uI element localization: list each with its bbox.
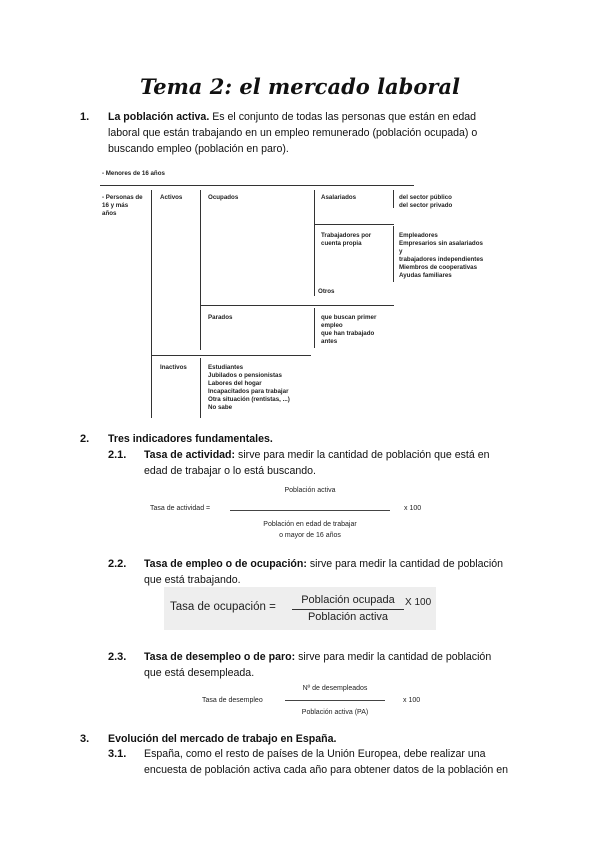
section-1-line3: buscando empleo (población en paro). (108, 143, 289, 155)
diagram-inactivos: Inactivos (160, 364, 187, 371)
population-diagram (98, 168, 528, 418)
formula-2-numerator: Población ocupada (301, 594, 395, 606)
diagram-parados: Parados (208, 314, 233, 321)
formula-2-denominator: Población activa (307, 611, 389, 623)
formula-1-bar (230, 510, 390, 511)
section-1-text (108, 109, 538, 157)
diagram-vline-5 (393, 226, 394, 282)
item-2-3-number: 2.3. (108, 651, 127, 663)
formula-3-multiplier: x 100 (403, 697, 421, 704)
diagram-parados-items: que buscan primer empleo que han trabajado antes (321, 314, 377, 345)
page-title: Tema 2: el mercado laboral (139, 74, 460, 99)
diagram-vline-6 (314, 308, 315, 348)
diagram-vline-2 (200, 190, 201, 350)
item-2-2-text: Tasa de empleo o de ocupación: sirve para medir la cantidad de población que está trabajando. (144, 558, 503, 586)
section-3-heading: Evolución del mercado de trabajo en España. (108, 733, 337, 745)
section-1-number: 1. (80, 111, 90, 123)
item-2-3-text: Tasa de desempleo o de paro: sirve para medir la cantidad de población que está desempleada. (144, 651, 492, 679)
diagram-vline-1 (151, 190, 152, 418)
item-3-1-number: 3.1. (108, 748, 127, 760)
diagram-asalariados: Asalariados (321, 194, 357, 201)
item-3-1-text: España, como el resto de países de la Unión Europea, debe realizar una encuesta de población activa cada año para obtener datos de la población en (144, 748, 508, 776)
formula-1-denominator: Población en edad de trabajar o mayor de 16 años (263, 521, 357, 539)
diagram-vline-7 (200, 358, 201, 418)
diagram-activos: Activos (160, 194, 183, 201)
section-1-line2: laboral que están trabajando en un empleo remunerado (población ocupada) o (108, 127, 478, 139)
section-3-number: 3. (80, 733, 90, 745)
formula-2-bar (292, 609, 404, 610)
formula-3-bar (285, 700, 385, 701)
diagram-cuenta: Trabajadores por cuenta propia (321, 232, 372, 247)
diagram-vline-4 (393, 190, 394, 208)
diagram-inactivos-items: Estudiantes Jubilados o pensionistas Labores del hogar Incapacitados para trabajar Otra situación (rentistas, ...) No sabe (208, 364, 290, 411)
formula-3-denominator: Población activa (PA) (301, 709, 369, 716)
item-2-2-number: 2.2. (108, 558, 127, 570)
diagram-line-parados (200, 305, 394, 306)
formula-3-numerator: Nº de desempleados (302, 685, 368, 692)
section-2-number: 2. (80, 433, 90, 445)
diagram-personas: - Personas de 16 y más años (102, 194, 143, 217)
section-1-heading: La población activa. (108, 111, 210, 123)
diagram-line-inactivos (151, 355, 311, 356)
section-2-heading: Tres indicadores fundamentales. (108, 433, 273, 445)
diagram-line-top (100, 185, 414, 186)
diagram-cuenta-items: Empleadores Empresarios sin asalariados y trabajadores independientes Miembros de cooperativas Ayudas familiares (399, 232, 484, 279)
diagram-sector: del sector público del sector privado (399, 194, 453, 209)
item-2-1-number: 2.1. (108, 449, 127, 461)
formula-2-left: Tasa de ocupación = (170, 601, 276, 613)
diagram-line-cuenta (314, 224, 394, 225)
formula-1-left: Tasa de actividad = (150, 505, 211, 512)
formula-1-multiplier: x 100 (404, 505, 422, 512)
section-1-line1: Es el conjunto de todas las personas que están en edad (212, 111, 477, 123)
diagram-ocupados: Ocupados (208, 194, 239, 201)
diagram-menores: - Menores de 16 años (102, 170, 165, 177)
item-2-1-text: Tasa de actividad: sirve para medir la cantidad de población que está en edad de trabajar o lo está buscando. (144, 449, 490, 477)
diagram-otros: Otros (318, 288, 335, 295)
formula-3-left: Tasa de desempleo (202, 697, 263, 704)
diagram-vline-3 (314, 190, 315, 296)
formula-1-numerator: Población activa (284, 487, 336, 494)
formula-2-multiplier: X 100 (405, 597, 432, 608)
